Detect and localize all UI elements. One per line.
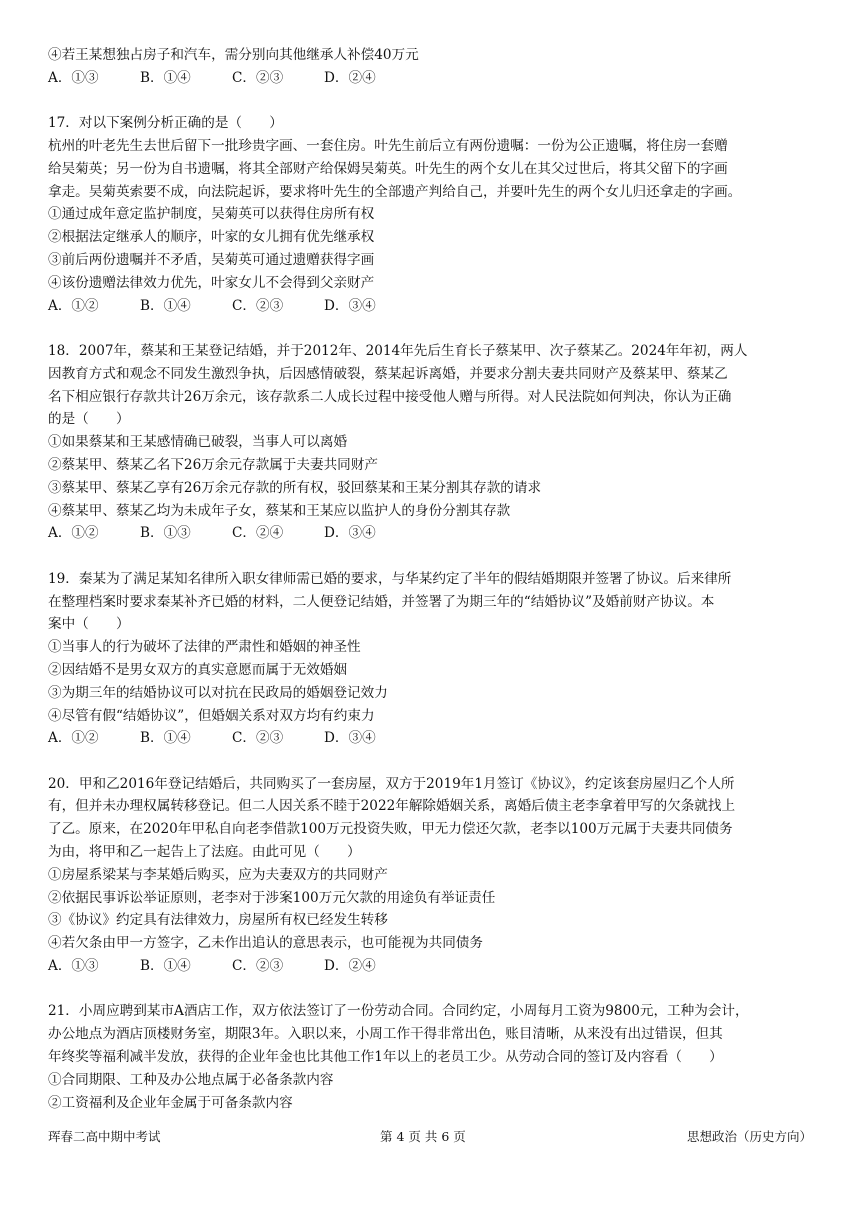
footer-page-number: 第 4 页 共 6 页 <box>380 1129 466 1144</box>
item-line: ③《协议》约定具有法律效力，房屋所有权已经发生转移 <box>48 912 388 929</box>
question-stem-line: 案中（ ） <box>48 616 130 633</box>
question-stem-line: 因教育方式和观念不同发生激烈争执，后因感情破裂，蔡某起诉离婚，并要求分割夫妻共同财产及蔡某甲、蔡某乙 <box>48 365 728 382</box>
item-line: ①房屋系梁某与李某婚后购买，应为夫妻双方的共同财产 <box>48 866 388 883</box>
answer-options <box>48 522 812 545</box>
option-d: D．③④ <box>324 297 376 314</box>
option-b: B．①④ <box>140 69 191 86</box>
option-a: A．①③ <box>48 69 99 86</box>
item-line: ②蔡某甲、蔡某乙名下26万余元存款属于夫妻共同财产 <box>48 456 378 473</box>
question-stem-line: 17．对以下案例分析正确的是（ ） <box>48 115 283 132</box>
question-21 <box>48 1000 812 1114</box>
option-d: D．②④ <box>324 69 376 86</box>
question-stem-line: 年终奖等福利减半发放，获得的企业年金也比其他工作1年以上的老员工少。从劳动合同的签订及内容看（ ） <box>48 1049 723 1066</box>
question-stem-line: 在整理档案时要求秦某补齐已婚的材料，二人便登记结婚，并签署了为期三年的“结婚协议”及婚前财产协议。本 <box>48 593 715 610</box>
question-stem-line: 拿走。吴菊英索要不成，向法院起诉，要求将叶先生的全部遗产判给自己，并要叶先生的两个女儿归还拿走的字画。 <box>48 183 742 200</box>
option-b: B．①④ <box>140 730 191 747</box>
option-c: C．②③ <box>232 69 284 86</box>
option-d: D．③④ <box>324 730 376 747</box>
item-line: ②依据民事诉讼举证原则，老李对于涉案100万元欠款的用途负有举证责任 <box>48 889 496 906</box>
question-17 <box>48 112 812 317</box>
answer-options <box>48 955 812 978</box>
question-stem-line: 杭州的叶老先生去世后留下一批珍贵字画、一套住房。叶先生前后立有两份遗嘱：一份为公正遗嘱，将住房一套赠 <box>48 137 728 154</box>
item-line: ①通过成年意定监护制度，吴菊英可以获得住房所有权 <box>48 206 375 223</box>
option-a: A．①② <box>48 297 99 314</box>
option-c: C．②③ <box>232 297 284 314</box>
option-b: B．①④ <box>140 297 191 314</box>
option-a: A．①② <box>48 525 99 542</box>
item-line: ④该份遗赠法律效力优先，叶家女儿不会得到父亲财产 <box>48 274 375 291</box>
question-stem-line: 了乙。原来，在2020年甲私自向老李借款100万元投资失败，甲无力偿还欠款，老李以100万元属于夫妻共同债务 <box>48 821 733 838</box>
question-20 <box>48 773 812 978</box>
option-b: B．①③ <box>140 525 191 542</box>
option-c: C．②④ <box>232 525 284 542</box>
exam-page <box>48 44 812 1114</box>
item-line: ①如果蔡某和王某感情确已破裂，当事人可以离婚 <box>48 434 348 451</box>
option-b: B．①④ <box>140 958 191 975</box>
footer-exam-name: 珲春二高中期中考试 <box>48 1129 161 1144</box>
item-line: ④蔡某甲、蔡某乙均为未成年子女，蔡某和王某应以监护人的身份分割其存款 <box>48 502 511 519</box>
item-line: ④若王某想独占房子和汽车，需分别向其他继承人补偿40万元 <box>48 47 419 63</box>
option-a: A．①② <box>48 730 99 747</box>
question-stem-line: 21．小周应聘到某市A酒店工作，双方依法签订了一份劳动合同。合同约定，小周每月工资为9800元，工种为会计， <box>48 1003 749 1020</box>
question-stem-line: 18．2007年，蔡某和王某登记结婚，并于2012年、2014年先后生育长子蔡某甲、次子蔡某乙。2024年年初，两人 <box>48 342 748 359</box>
item-line: ②因结婚不是男女双方的真实意愿而属于无效婚姻 <box>48 661 348 678</box>
question-stem-line: 给吴菊英；另一份为自书遗嘱，将其全部财产给保姆吴菊英。叶先生的两个女儿在其父过世后，将其父留下的字画 <box>48 160 728 177</box>
question-stem-line: 19．秦某为了满足某知名律所入职女律师需已婚的要求，与华某约定了半年的假结婚期限并签署了协议。后来律所 <box>48 570 732 587</box>
item-line: ②根据法定继承人的顺序，叶家的女儿拥有优先继承权 <box>48 229 375 246</box>
item-line: ①合同期限、工种及办公地点属于必备条款内容 <box>48 1071 334 1088</box>
option-c: C．②③ <box>232 958 284 975</box>
footer-subject: 思想政治（历史方向） <box>686 1129 812 1144</box>
item-line: ③前后两份遗嘱并不矛盾，吴菊英可通过遗赠获得字画 <box>48 251 375 268</box>
question-stem-line: 为由，将甲和乙一起告上了法庭。由此可见（ ） <box>48 844 361 861</box>
option-d: D．③④ <box>324 525 376 542</box>
answer-options <box>48 727 812 750</box>
item-line: ④若欠条由甲一方签字，乙未作出追认的意思表示，也可能视为共同债务 <box>48 935 483 952</box>
question-18 <box>48 340 812 545</box>
item-line: ①当事人的行为破坏了法律的严肃性和婚姻的神圣性 <box>48 639 361 656</box>
item-line: ②工资福利及企业年金属于可备条款内容 <box>48 1094 293 1111</box>
question-stem-line: 的是（ ） <box>48 411 130 428</box>
question-stem-line: 有，但并未办理权属转移登记。但二人因关系不睦于2022年解除婚姻关系，离婚后债主老李拿着甲写的欠条就找上 <box>48 798 736 815</box>
item-line: ④尽管有假“结婚协议”，但婚姻关系对双方均有约束力 <box>48 707 375 724</box>
option-d: D．②④ <box>324 958 376 975</box>
answer-options <box>48 295 812 318</box>
question-19 <box>48 568 812 750</box>
question-stem-line: 20．甲和乙2016年登记结婚后，共同购买了一套房屋，双方于2019年1月签订《协议》，约定该套房屋归乙个人所 <box>48 775 735 792</box>
question-stem-line: 名下相应银行存款共计26万余元，该存款系二人成长过程中接受他人赠与所得。对人民法院如何判决，你认为正确 <box>48 388 732 405</box>
option-c: C．②③ <box>232 730 284 747</box>
option-a: A．①③ <box>48 958 99 975</box>
item-line: ③蔡某甲、蔡某乙享有26万余元存款的所有权，驳回蔡某和王某分割其存款的请求 <box>48 479 542 496</box>
answer-options <box>48 67 812 90</box>
item-line: ③为期三年的结婚协议可以对抗在民政局的婚姻登记效力 <box>48 684 388 701</box>
question-stem-line: 办公地点为酒店顶楼财务室，期限3年。入职以来，小周工作干得非常出色，账目清晰，从来没有出过错误，但其 <box>48 1026 723 1043</box>
